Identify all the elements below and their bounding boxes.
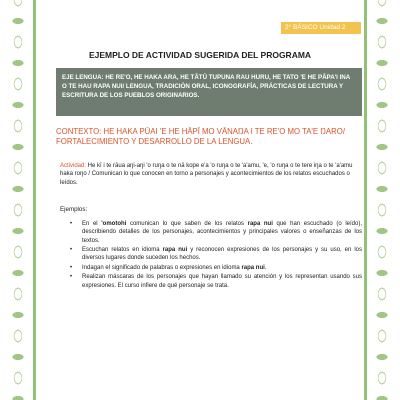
bullet-icon: • xyxy=(70,274,73,281)
actividad-paragraph xyxy=(60,162,358,187)
list-item-text: . xyxy=(264,264,267,271)
list-item xyxy=(70,264,362,272)
actividad-label: Actividad: xyxy=(60,163,87,169)
page-title: EJEMPLO DE ACTIVIDAD SUGERIDA DEL PROGRAMA xyxy=(88,50,312,60)
eje-lengua-box xyxy=(56,68,362,116)
list-item-text: que han escuchado (o leído), describiendo detalles de los personajes, acontecimientos y principales valores o enseñanzas de los textos. xyxy=(82,221,362,244)
list-item-text: 'omotohi xyxy=(101,221,127,227)
ejemplos-label: Ejemplos: xyxy=(60,206,88,213)
bullet-icon: • xyxy=(70,247,73,254)
decorative-border-right xyxy=(364,0,400,400)
list-item-text: Escuchan relatos en idioma xyxy=(82,247,163,254)
list-item-text: Indagan el significado de palabras o expresiones en idioma xyxy=(82,264,242,271)
contexto-heading: CONTEXTO: HE HAKA PŪAI 'E HE HĀPĪ MO VĀNAŊA I TE RE'O MO TA'E ŊARO/ FORTALECIMIENTO Y DESARROLLO DE LA LENGUA. xyxy=(56,127,345,146)
actividad-body: He kī i te rāua aŋi-aŋi 'o ruŋa o te nā kope e'a 'o ruŋa o te 'a'amu, 'e, 'o ruŋa o te tere iŋa o te 'a'amu haka roŋo / Comunican lo que conocen en torno a personajes y acontecimientos de los relatos escuchados o leídos. xyxy=(60,163,353,186)
bullet-icon: • xyxy=(70,264,73,271)
list-item xyxy=(70,273,362,290)
decorative-border-left xyxy=(0,0,36,400)
list-item-text: rapa nui xyxy=(162,247,188,254)
list-item-text: rapa nui xyxy=(241,264,265,271)
list-item-text: rapa nui xyxy=(247,221,273,227)
list-item xyxy=(70,246,362,263)
eje-lengua-text: EJE LENGUA: HE RE'O, HE HAKA ARA, HE TĀTŪ TUPUNA RAU HURU, HE TATO 'E HE PĀPA'I INA O TE HAU RAPA NUI/ LENGUA, TRADICIÓN ORAL, ICONOGRAFÍA, PRÁCTICAS DE LECTURA Y ESCRITURA DE LOS PUEBLOS ORIGINARIOS. xyxy=(62,74,351,99)
examples-list xyxy=(70,220,362,291)
list-item xyxy=(70,220,362,245)
list-item-text: En el xyxy=(82,221,102,227)
list-item-text: Realizan máscaras de los personajes que hayan llamado su atención y los representan usando sus expresiones. El curso infiere de qué personaje se trata. xyxy=(82,274,362,289)
list-item-text: y reconocen expresiones de los personajes y su uso, en los diversos lugares donde suceden los hechos. xyxy=(82,247,362,262)
bullet-icon: • xyxy=(70,221,73,227)
list-item-text: comunican lo que saben de los relatos xyxy=(126,221,248,227)
grade-unit-badge: 2° BÁSICO Unidad 2 xyxy=(281,22,361,34)
